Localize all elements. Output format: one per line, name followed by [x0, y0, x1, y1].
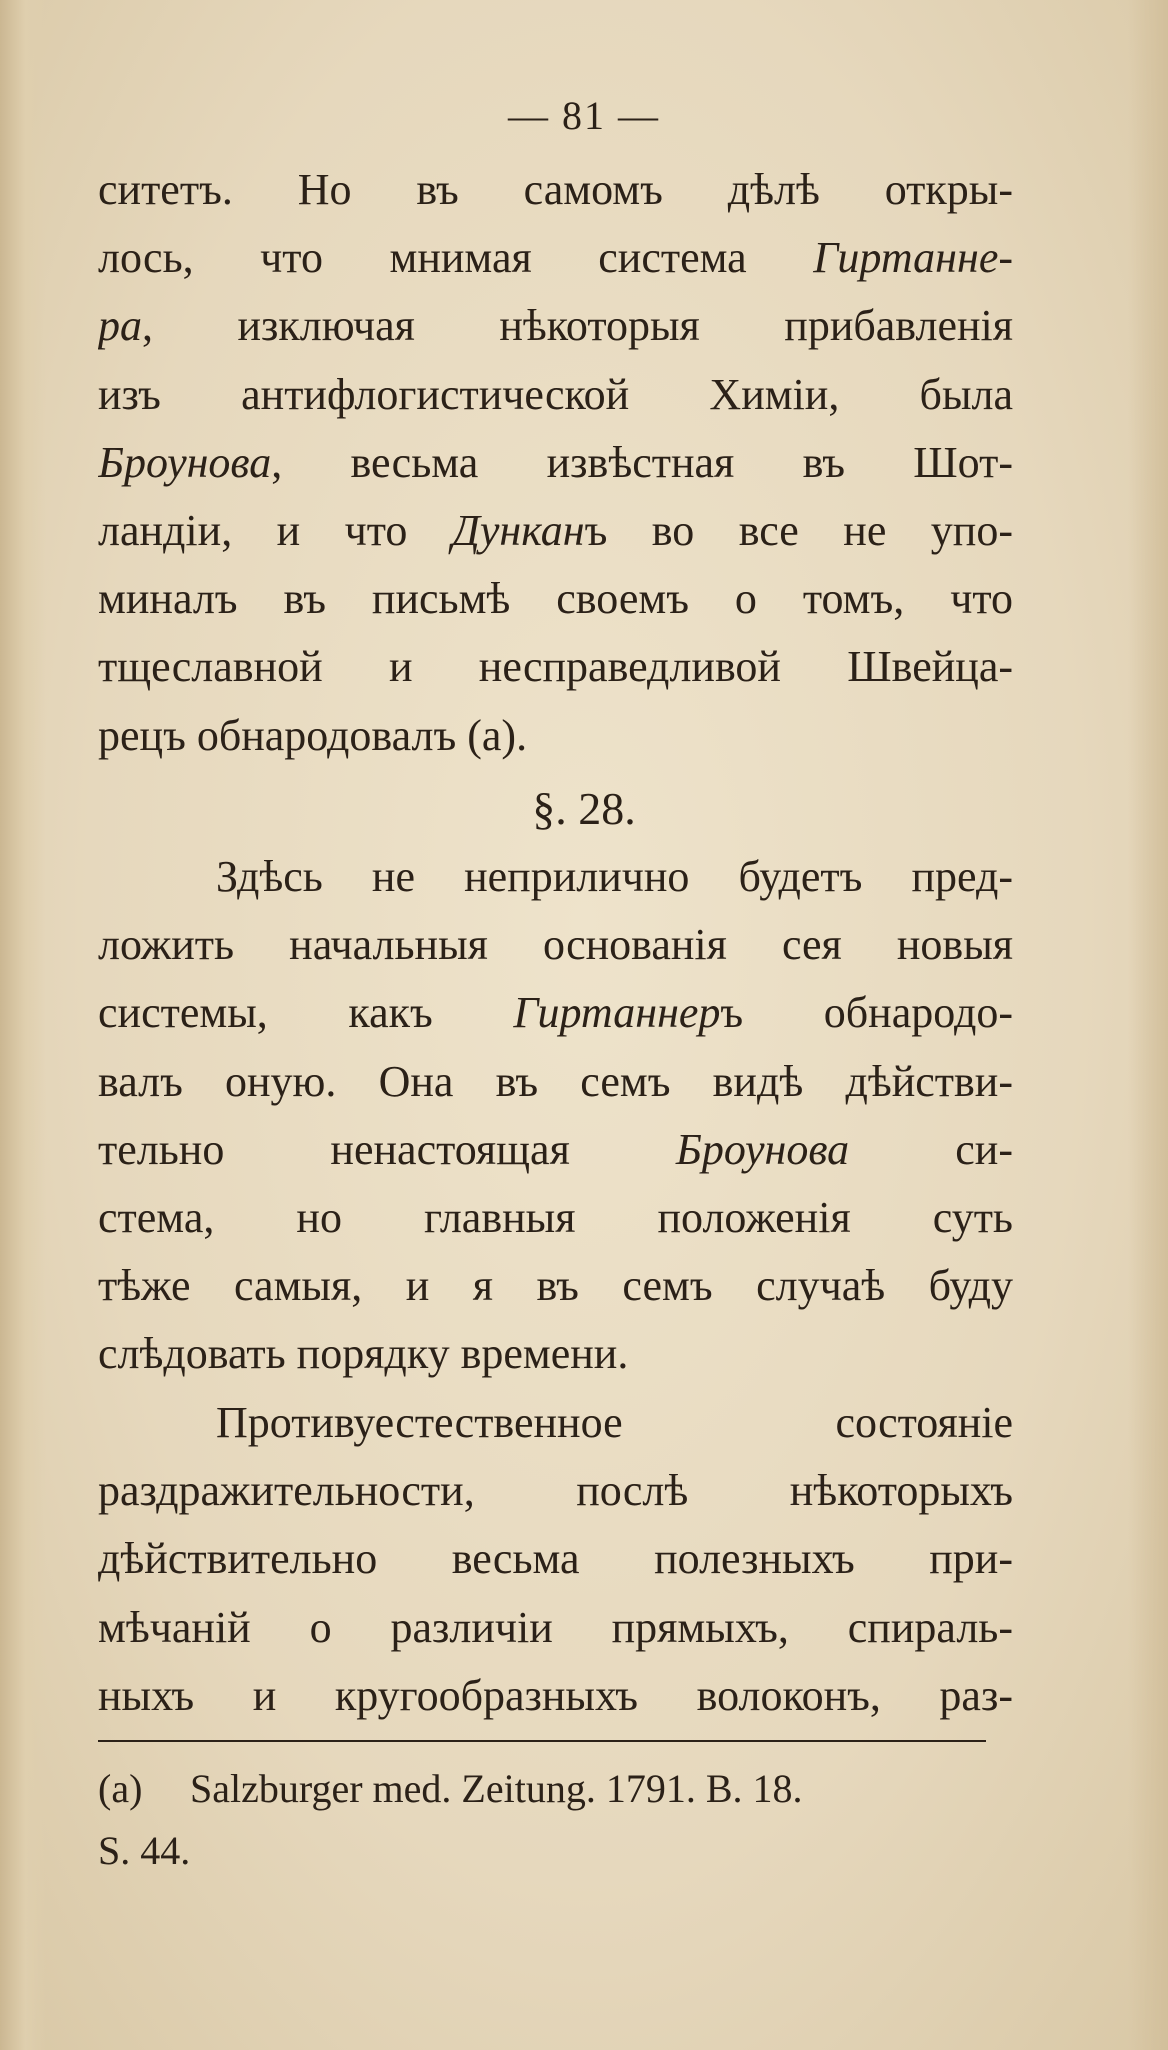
text-line	[98, 156, 1013, 224]
text-run: раздражительности, послѣ нѣкоторыхъ	[98, 1466, 1013, 1516]
text-run: тѣже самыя, и я въ семъ случаѣ буду	[98, 1261, 1013, 1311]
text-line	[98, 1457, 1013, 1525]
text-run: слѣдовать порядку времени.	[98, 1329, 629, 1379]
text-line	[98, 1320, 1013, 1388]
paragraph-section-28	[98, 843, 1013, 1389]
text-run: ъ во все не упо-	[584, 505, 1013, 555]
italic-name: ра	[98, 301, 142, 351]
text-line	[98, 292, 1013, 360]
text-line	[98, 1116, 1013, 1184]
italic-name: Дункан	[451, 505, 585, 555]
text-run: ситетъ. Но въ самомъ дѣлѣ откры-	[98, 165, 1013, 214]
text-run: валъ оную. Она въ семъ видѣ дѣйстви-	[98, 1056, 1013, 1106]
text-run: тщеславной и несправедливой Швейца-	[98, 642, 1013, 692]
footnote-citation: Salzburger med. Zeitung. 1791. B. 18.	[190, 1766, 803, 1811]
text-line	[98, 633, 1013, 701]
text-run: системы, какъ	[98, 988, 514, 1038]
text-run: Здѣсь не неприлично будетъ пред-	[216, 852, 1013, 901]
text-run: лось, что мнимая система	[98, 233, 814, 283]
text-line	[98, 565, 1013, 633]
text-line	[98, 1184, 1013, 1252]
paragraph-continuation	[98, 156, 1013, 770]
text-line	[98, 497, 1013, 565]
text-run: , изключая нѣкоторыя прибавленія	[142, 301, 1013, 351]
text-run: ложить начальныя основанія сея новыя	[98, 920, 1013, 970]
text-run: ныхъ и кругообразныхъ волоконъ, раз-	[98, 1670, 1013, 1720]
footnote	[98, 1758, 1018, 1882]
text-line	[98, 1662, 1013, 1730]
text-line	[98, 979, 1013, 1047]
footnote-citation-page: S. 44.	[98, 1828, 191, 1873]
footnote-divider	[98, 1740, 986, 1742]
text-line	[98, 1594, 1013, 1662]
text-line	[98, 702, 1013, 770]
text-run: стема, но главныя положенія суть	[98, 1192, 1013, 1242]
text-run: ъ обнародо-	[720, 988, 1013, 1038]
text-run: ландіи, и что	[98, 505, 452, 555]
text-run: изъ антифлогистической Химіи, была	[98, 369, 1013, 419]
paragraph-irritability	[98, 1389, 1013, 1730]
page-number: — 81 —	[508, 93, 660, 138]
italic-name: Броунова	[675, 1124, 850, 1174]
text-run: дѣйствительно весьма полезныхъ при-	[98, 1534, 1013, 1584]
text-line	[98, 361, 1013, 429]
text-run: тельно ненастоящая	[98, 1124, 676, 1174]
text-run: рецъ обнародовалъ (а).	[98, 710, 528, 760]
text-run: , весьма извѣстная въ Шот-	[271, 437, 1013, 487]
text-line	[98, 224, 1013, 292]
text-run: си-	[849, 1124, 1013, 1174]
footnote-line-1	[98, 1758, 1018, 1820]
italic-name: Броунова	[98, 437, 272, 487]
text-line	[98, 1048, 1013, 1116]
text-run: Противуестественное состояніе	[216, 1398, 1013, 1447]
text-line	[98, 911, 1013, 979]
footnote-marker: (а)	[98, 1766, 143, 1811]
footnote-line-2	[98, 1820, 1018, 1882]
italic-name: Гиртанне-	[813, 233, 1013, 283]
page-edge-shadow-right	[1128, 0, 1168, 2050]
italic-name: Гиртаннер	[513, 988, 721, 1038]
page-edge-shadow-left	[0, 0, 46, 2050]
text-run: миналъ въ письмѣ своемъ о томъ, что	[98, 574, 1013, 624]
section-heading: §. 28.	[532, 783, 636, 834]
text-line	[98, 1252, 1013, 1320]
text-line	[98, 1525, 1013, 1593]
text-run: мѣчаній о различіи прямыхъ, спираль-	[98, 1602, 1013, 1652]
text-line	[98, 1389, 1013, 1457]
text-line	[98, 429, 1013, 497]
text-line	[98, 843, 1013, 911]
